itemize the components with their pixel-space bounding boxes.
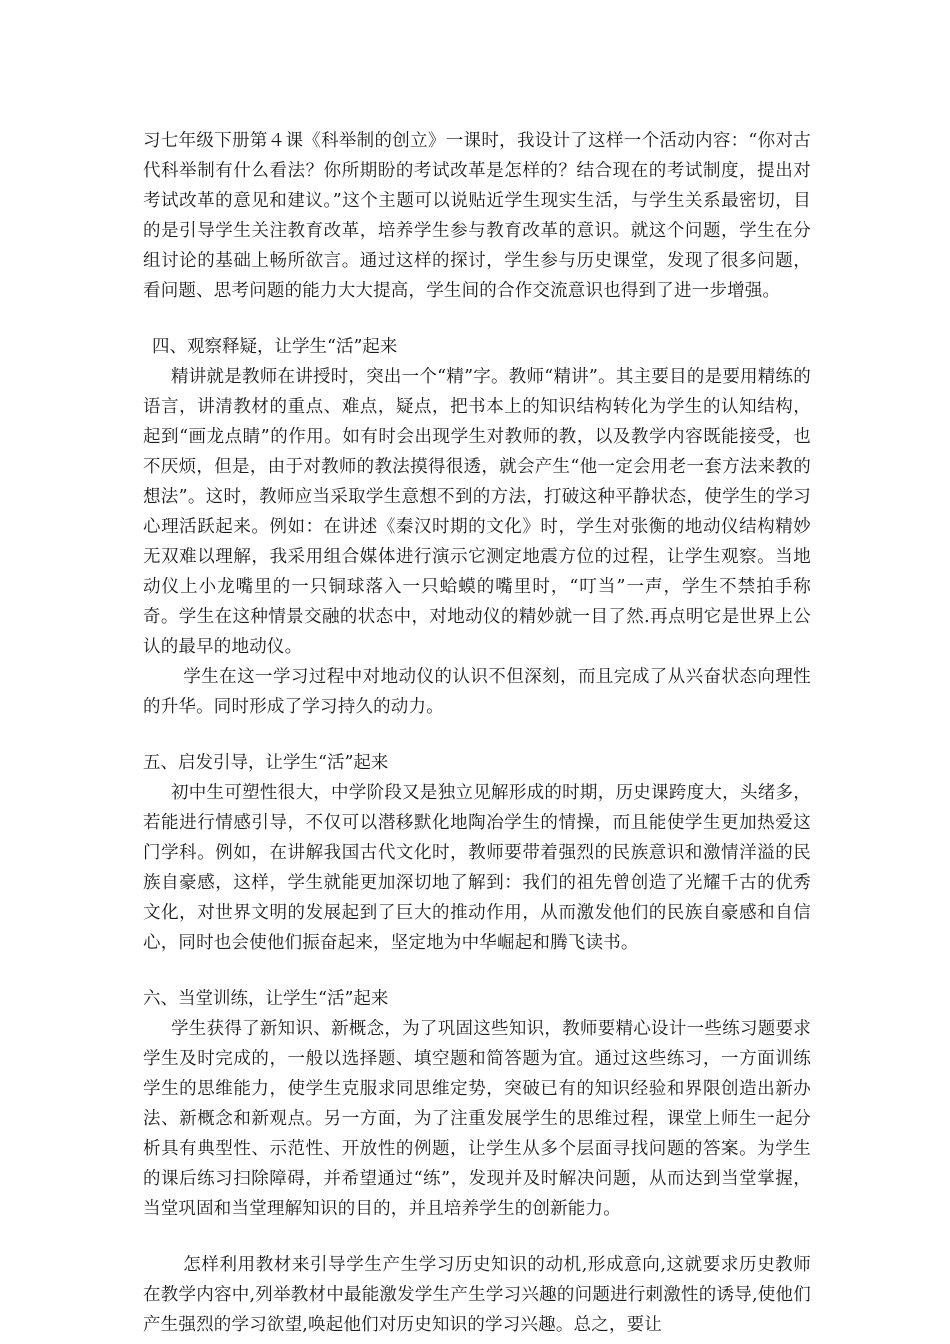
paragraph-precise-teaching: 精讲就是教师在讲授时，突出一个“精”字。教师“精讲”。其主要目的是要用精练的语言，讲清教材的重点、难点，疑点，把书本上的知识结构转化为学生的认知结构，起到“画龙点睛”的作用。如有时会出现学生对教师的教，以及教学内容既能接受，也不厌烦，但是，由于对教师的教法摸得很透，就会产生“他一定会用老一套方法来教的想法”。这时，教师应当采取学生意想不到的方法，打破这种平静状态，使学生的学习心理活跃起来。例如：在讲述《秦汉时期的文化》时，学生对张衡的地动仪结构精妙无双难以理解，我采用组合媒体进行演示它测定地震方位的过程，让学生观察。当地动仪上小龙嘴里的一只铜球落入一只蛤蟆的嘴里时，“叮当”一声，学生不禁拍手称奇。学生在这种情景交融的状态中，对地动仪的精妙就一目了然.再点明它是世界上公认的最早的地动仪。 (143, 367, 811, 657)
paragraph-spacer (143, 306, 811, 332)
section-heading-6: 六、当堂训练，让学生“活”起来 (143, 989, 389, 1009)
section-heading-5: 五、启发引导，让学生“活”起来 (143, 753, 389, 773)
paragraph-spacer (143, 1224, 811, 1250)
document-body (143, 126, 811, 1340)
paragraph-spacer (143, 722, 811, 748)
paragraph-emotional-guidance: 初中生可塑性很大，中学阶段又是独立见解形成的时期，历史课跨度大，头绪多，若能进行情感引导，不仅可以潜移默化地陶冶学生的情操，而且能使学生更加热爱这门学科。例如，在讲解我国古代文化时，教师要带着强烈的民族意识和激情洋溢的民族自豪感，这样，学生就能更加深切地了解到：我们的祖先曾创造了光耀千古的优秀文化，对世界文明的发展起到了巨大的推动作用，从而激发他们的民族自豪感和自信心，同时也会使他们振奋起来，坚定地为中华崛起和腾飞读书。 (143, 783, 811, 953)
paragraph-motivation-summary: 怎样利用教材来引导学生产生学习历史知识的动机,形成意向,这就要求历史教师在教学内容中,列举教材中最能激发学生产生学习兴趣的问题进行刺激性的诱导,使他们产生强烈的学习欲望,唤起他们对历史知识的学习兴趣。总之，要让 (143, 1255, 811, 1335)
paragraph-seismograph-outcome: 学生在这一学习过程中对地动仪的认识不但深刻，而且完成了从兴奋状态向理性的升华。同时形成了学习持久的动力。 (143, 667, 811, 717)
paragraph-classroom-practice: 学生获得了新知识、新概念，为了巩固这些知识，教师要精心设计一些练习题要求学生及时完成的，一般以选择题、填空题和简答题为宜。通过这些练习，一方面训练学生的思维能力，使学生克服求同思维定势，突破已有的知识经验和界限创造出新办法、新概念和新观点。另一方面，为了注重发展学生的思维过程，课堂上师生一起分析具有典型性、示范性、开放性的例题，让学生从多个层面寻找问题的答案。为学生的课后练习扫除障碍，并希望通过“练”，发现并及时解决问题，从而达到当堂掌握，当堂巩固和当堂理解知识的目的，并且培养学生的创新能力。 (143, 1019, 811, 1219)
paragraph-exam-reform-activity: 习七年级下册第４课《科举制的创立》一课时，我设计了这样一个活动内容：“你对古代科举制有什么看法？你所期盼的考试改革是怎样的？结合现在的考试制度，提出对考试改革的意见和建议。”这个主题可以说贴近学生现实生活，与学生关系最密切，目的是引导学生关注教育改革，培养学生参与教育改革的意识。就这个问题，学生在分组讨论的基础上畅所欲言。通过这样的探讨，学生参与历史课堂，发现了很多问题，看问题、思考问题的能力大大提高，学生间的合作交流意识也得到了进一步增强。 (143, 131, 811, 301)
paragraph-spacer (143, 958, 811, 984)
section-heading-4: 四、观察释疑，让学生“活”起来 (152, 337, 398, 357)
